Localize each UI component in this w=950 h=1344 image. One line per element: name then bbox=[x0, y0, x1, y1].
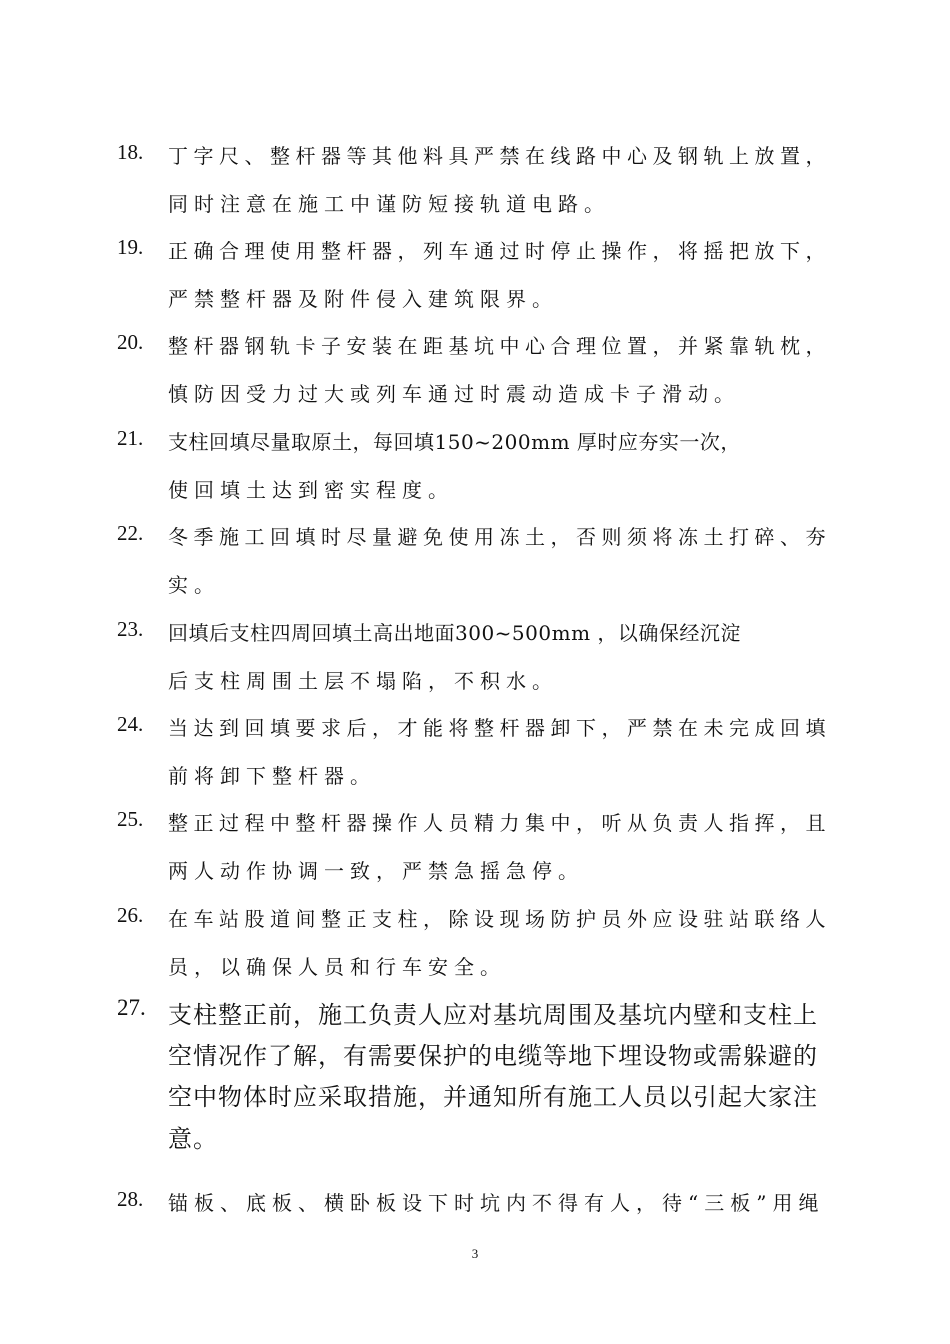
item-text-line: 使回填土达到密实程度。 bbox=[168, 478, 454, 502]
item-text-line: 意。 bbox=[168, 1125, 218, 1153]
item-text-line: 同时注意在施工中谨防短接轨道电路。 bbox=[168, 192, 610, 216]
item-text-line: 支柱整正前，施工负责人应对基坑周围及基坑内壁和支柱上 bbox=[168, 1001, 818, 1029]
item-number: 19. bbox=[117, 235, 144, 259]
item-text-line: 正确合理使用整杆器，列车通过时停止操作，将摇把放下， bbox=[168, 239, 831, 263]
item-text-line: 锚板、底板、横卧板设下时坑内不得有人，待“三板”用绳 bbox=[168, 1191, 825, 1215]
item-number: 21. bbox=[117, 426, 144, 450]
item-number: 25. bbox=[117, 807, 144, 831]
item-number: 23. bbox=[117, 617, 144, 641]
item-number: 27. bbox=[117, 995, 146, 1020]
item-text-line: 严禁整杆器及附件侵入建筑限界。 bbox=[168, 287, 558, 311]
item-text-line: 丁字尺、整杆器等其他料具严禁在线路中心及钢轨上放置， bbox=[168, 144, 831, 168]
item-text-line: 整正过程中整杆器操作人员精力集中，听从负责人指挥，且 bbox=[168, 811, 831, 835]
item-number: 24. bbox=[117, 712, 144, 736]
item-text-line: 空中物体时应采取措施，并通知所有施工人员以引起大家注 bbox=[168, 1083, 818, 1111]
item-text-line: 员，以确保人员和行车安全。 bbox=[168, 955, 506, 979]
item-text-line: 当达到回填要求后，才能将整杆器卸下，严禁在未完成回填 bbox=[168, 716, 831, 740]
item-text-line: 前将卸下整杆器。 bbox=[168, 764, 376, 788]
item-text-line: 后支柱周围土层不塌陷，不积水。 bbox=[168, 669, 558, 693]
item-text-line: 实。 bbox=[168, 573, 220, 597]
item-text-line: 慎防因受力过大或列车通过时震动造成卡子滑动。 bbox=[168, 382, 740, 406]
item-text-line: 在车站股道间整正支柱，除设现场防护员外应设驻站联络人 bbox=[168, 907, 831, 931]
item-text-line: 回填后支柱四周回填土高出地面300~500mm ，以确保经沉淀 bbox=[168, 621, 741, 645]
item-text-line: 两人动作协调一致，严禁急摇急停。 bbox=[168, 859, 584, 883]
item-number: 26. bbox=[117, 903, 144, 927]
item-text-line: 空情况作了解，有需要保护的电缆等地下埋设物或需躲避的 bbox=[168, 1042, 818, 1070]
page-number: 3 bbox=[471, 1246, 479, 1261]
item-number: 20. bbox=[117, 330, 144, 354]
item-text-line: 冬季施工回填时尽量避免使用冻土，否则须将冻土打碎、夯 bbox=[168, 525, 831, 549]
item-number: 28. bbox=[117, 1187, 144, 1211]
item-text-line: 整杆器钢轨卡子安装在距基坑中心合理位置，并紧靠轨枕， bbox=[168, 334, 831, 358]
item-number: 22. bbox=[117, 521, 144, 545]
item-number: 18. bbox=[117, 140, 144, 164]
item-text-line: 支柱回填尽量取原土，每回填150~200mm 厚时应夯实一次， bbox=[168, 430, 741, 454]
